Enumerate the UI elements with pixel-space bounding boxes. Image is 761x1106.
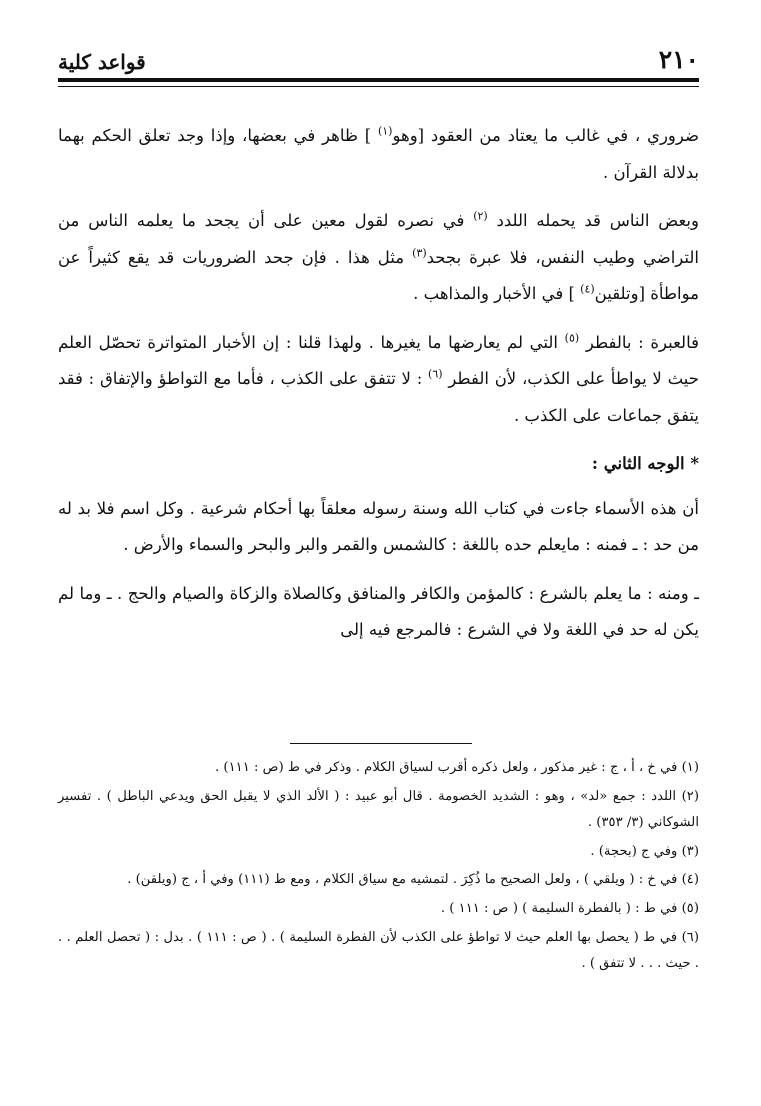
- footnote-separator: [290, 743, 472, 744]
- footnote-1: (١) في خ ، أ ، ج : غير مذكور ، ولعل ذكره أقرب لسياق الكلام . وذكر في ط (ص : ١١١) .: [215, 760, 699, 775]
- header-rule-thin: [58, 86, 699, 87]
- paragraph-4: أن هذه الأسماء جاءت في كتاب الله وسنة رسوله معلقاً بها أحكام شرعية . وكل اسم فلا بد له من حد : ـ فمنه : مايعلم حده باللغة : كالشمس والقمر والبر والبحر والسماء والأرض .: [58, 498, 699, 554]
- page-header: [58, 40, 699, 74]
- footnote-ref-4: (٤): [580, 282, 595, 296]
- footnote-ref-3: (٣): [412, 246, 427, 259]
- footnote-ref-1: (١): [377, 124, 393, 138]
- footnote-ref-5: (٥): [564, 331, 580, 344]
- footnote-2: (٢) اللدد : جمع «لد» ، وهو : الشديد الخصومة . قال أبو عبيد : ( الألد الذي لا يقبل الحق ويدعي الباطل ) . تفسير الشوكاني (٣/ ٣٥٣) .: [58, 788, 699, 831]
- paragraph-1: ضروري ، في غالب ما يعتاد من العقود [وهو$^{(١)}$ ] ظاهر في بعضها، وإذا وجد تعلق الحكم بهما بدلالة القرآن .: [58, 124, 699, 182]
- footnote-6: (٦) في ط ( يحصل بها العلم حيث لا تواطؤ على الكذب لأن الفطرة السليمة ) . ( ص : ١١١ ) . بدل : ( تحصل العلم . . . حيث . . . لا تتفق ) .: [58, 929, 699, 972]
- paragraph-3: فالعبرة : بالفطر $^{(٥)}$ التي لم يعارضها ما يغيرها . ولهذا قلنا : إن الأخبار المتواترة تحصّل العلم حيث لا يواطأ على الكذب، لأن الفطر $^{(٦)}$ : لا تتفق على الكذب ، فأما مع التواطؤ والإتفاق : فقد يتفق جماعات على الكذب .: [58, 331, 700, 425]
- footnote-3: (٣) وفي ج (بحجة) .: [590, 843, 699, 859]
- section-heading: * الوجه الثاني :: [591, 454, 699, 473]
- footnote-5: (٥) في ط : ( بالفطرة السليمة ) ( ص : ١١١ ) .: [440, 900, 699, 916]
- paragraph-2: وبعض الناس قد يحمله اللدد $^{(٢)}$ في نصره لقول معين على أن يجحد ما يعلمه الناس من التراضي وطيب النفس، فلا عبرة بجحد$^{(٣)}$ مثل هذا . فإن جحد الضروريات قد يقع كثيراً عن مواطأة [وتلقين$^{(٤)}$ ] في الأخبار والمذاهب .: [58, 209, 699, 303]
- paragraph-5: ـ ومنه : ما يعلم بالشرع : كالمؤمن والكافر والمنافق وكالصلاة والزكاة والصيام والحج . ـ وما لم يكن له حد في اللغة ولا في الشرع : فالمرجع فيه إلى: [58, 583, 699, 639]
- footnotes: [58, 755, 699, 980]
- footnote-ref-6: (٦): [428, 367, 443, 381]
- running-title: قواعد كلية: [58, 50, 146, 74]
- header-rule-thick: [58, 78, 699, 82]
- page-number: ٢١٠: [658, 45, 699, 74]
- main-text: [58, 118, 699, 661]
- footnote-ref-2: (٢): [473, 209, 488, 223]
- footnote-4: (٤) في خ : ( ويلقي ) ، ولعل الصحيح ما ذُكِرَ . لتمشيه مع سياق الكلام ، ومع ط (١١١) وفي أ ، ج (ويلقن) .: [127, 872, 699, 888]
